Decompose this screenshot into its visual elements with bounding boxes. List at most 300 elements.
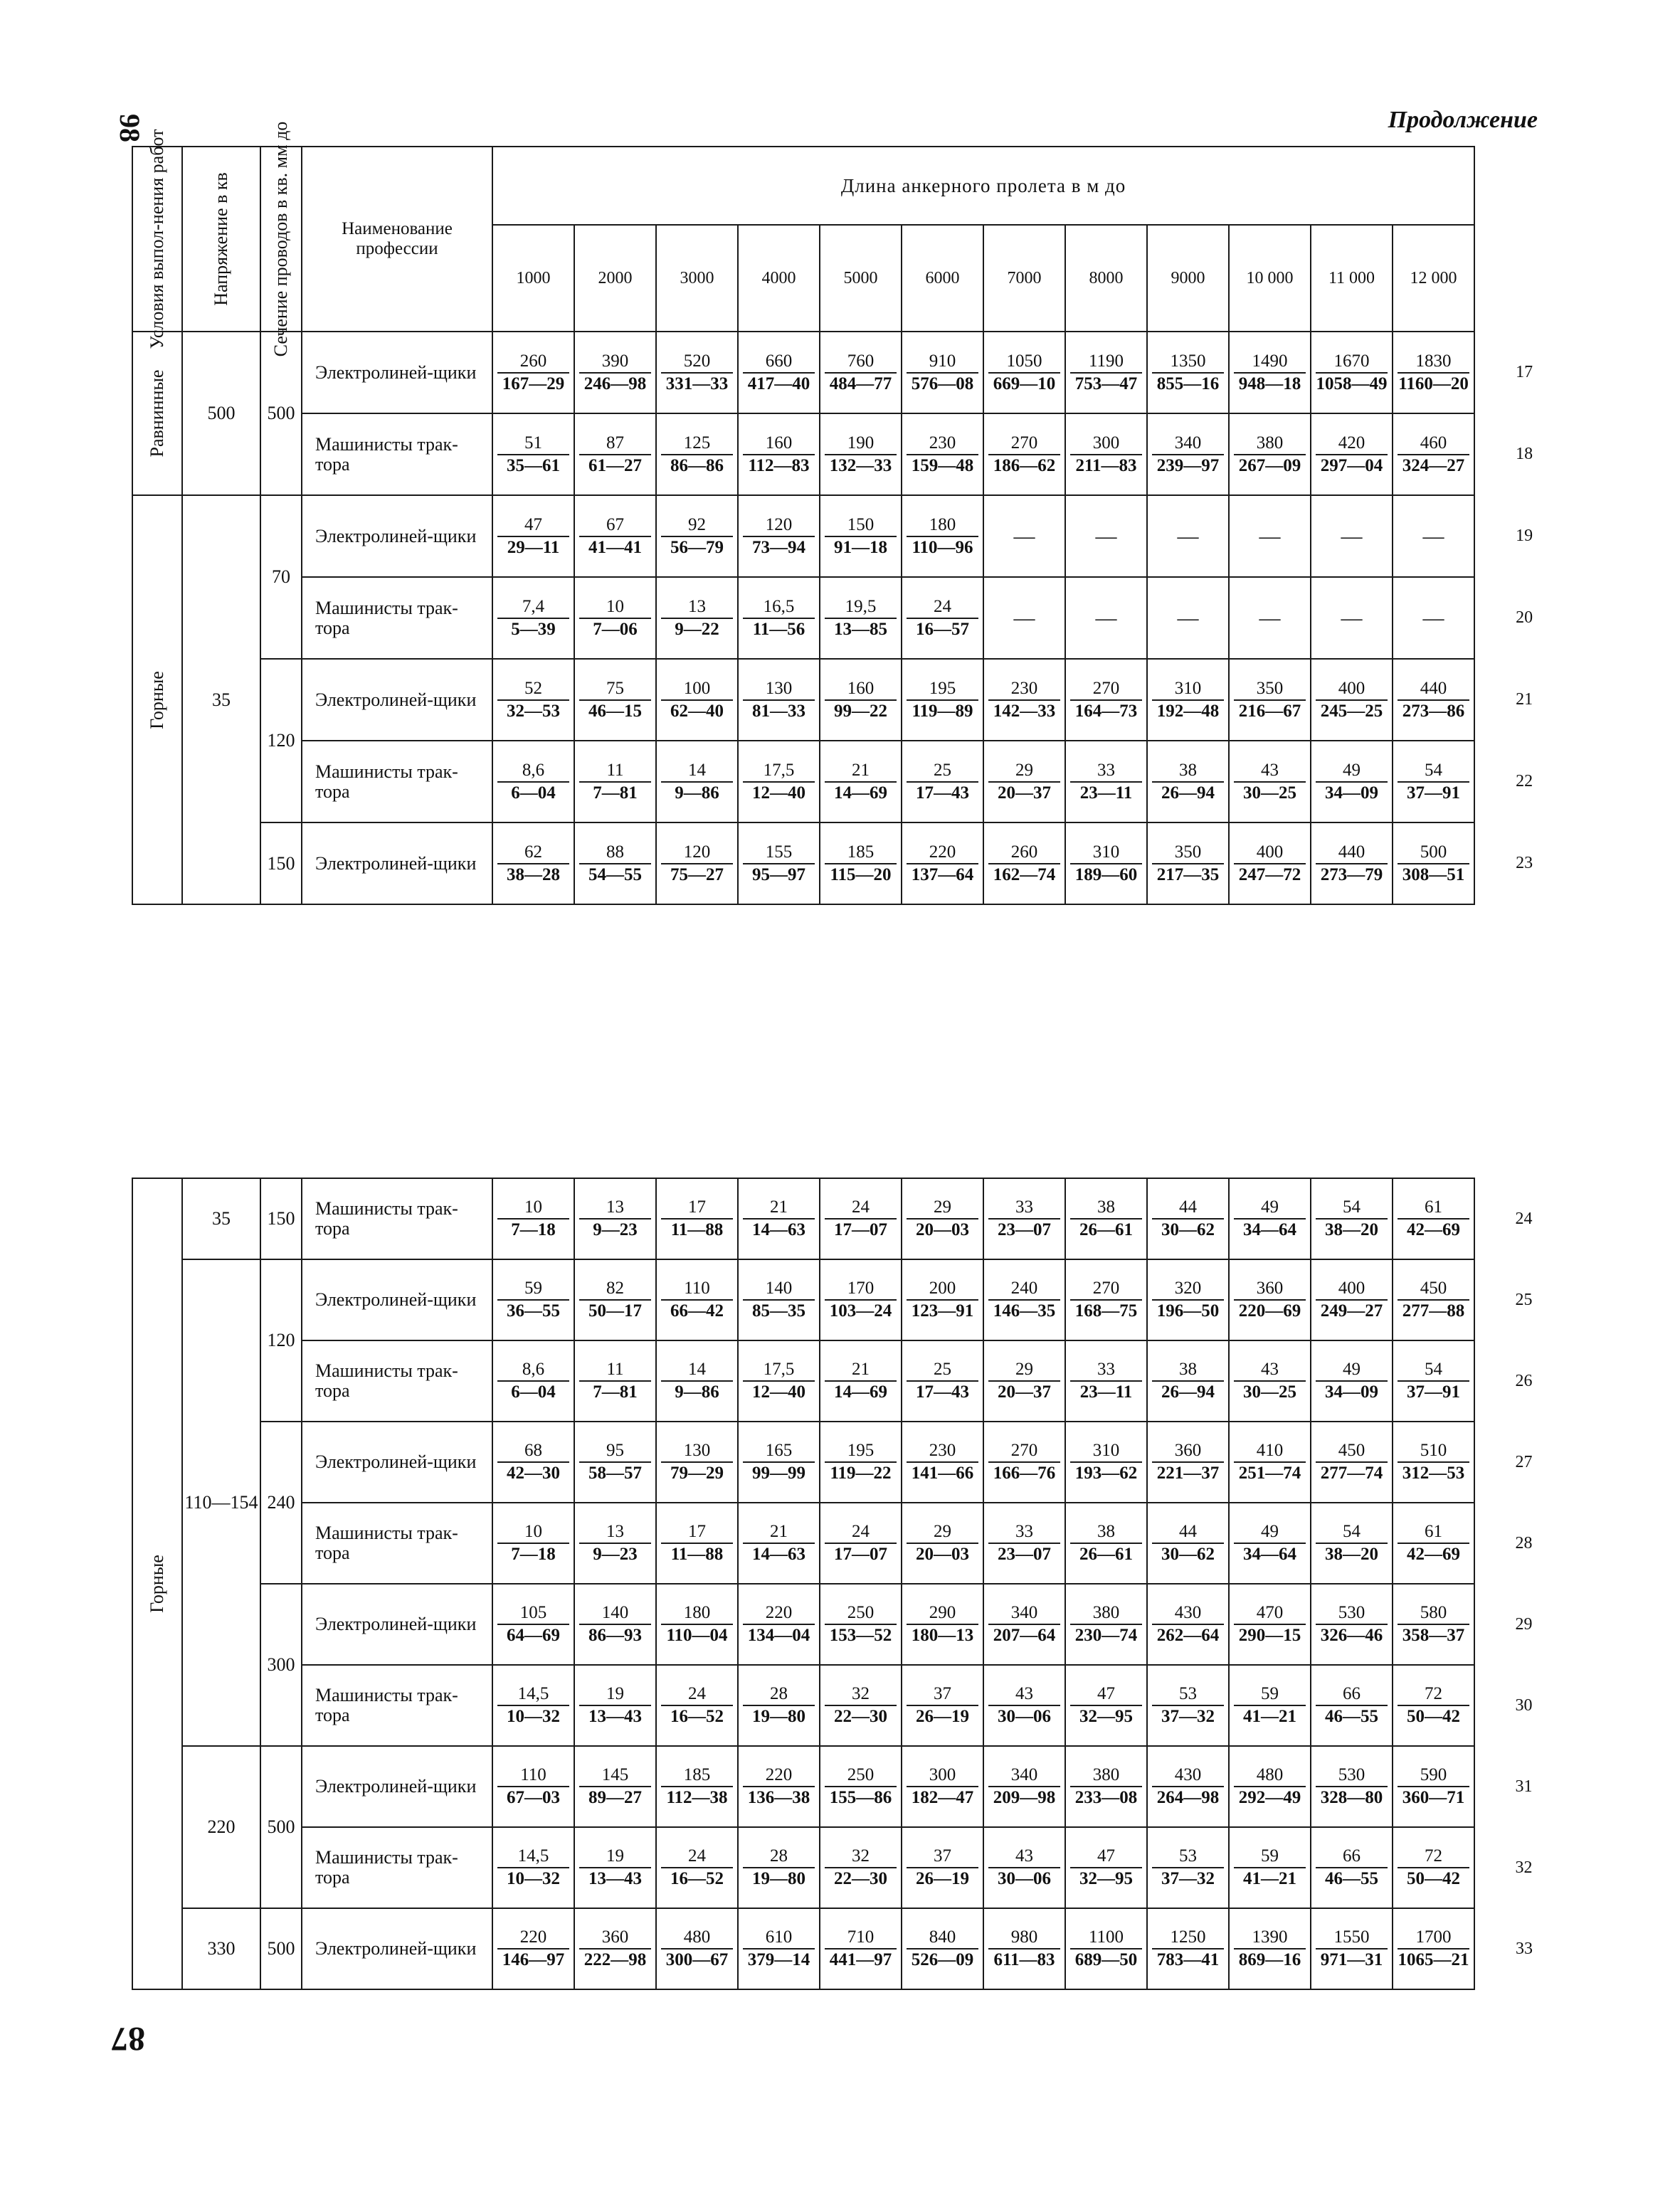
rate-cell: [820, 659, 902, 741]
rate-cell: [1229, 1665, 1311, 1746]
rate-cell: [738, 1827, 820, 1908]
rate-amount: 41—21: [1243, 1707, 1296, 1726]
rate-wage: 49: [1234, 1197, 1306, 1220]
rate-amount: 67—03: [507, 1788, 560, 1807]
rate-wage: 24: [825, 1521, 897, 1544]
rate-amount: 37—32: [1161, 1869, 1215, 1888]
rate-cell: [820, 1178, 902, 1259]
rate-wage: 95: [579, 1440, 651, 1463]
rate-cell: [902, 1340, 983, 1422]
rate-amount: 79—29: [670, 1464, 724, 1483]
header-length: 3000: [656, 225, 738, 332]
rate-wage: 21: [743, 1521, 815, 1544]
rate-wage: 8,6: [497, 760, 569, 783]
rate-amount: 159—48: [911, 455, 974, 475]
rate-cell: [1229, 1908, 1311, 1989]
rate-wage: 250: [825, 1765, 897, 1787]
rate-wage: 300: [1070, 433, 1142, 455]
rate-amount: 42—69: [1407, 1220, 1460, 1239]
rate-cell: [1311, 332, 1393, 413]
rate-amount: 38—20: [1325, 1220, 1378, 1239]
rate-amount: 328—80: [1320, 1788, 1383, 1807]
rate-wage: 54: [1398, 760, 1469, 783]
rate-amount: 297—04: [1320, 455, 1383, 475]
rate-wage: 530: [1316, 1765, 1388, 1787]
rate-wage: 1050: [988, 351, 1060, 374]
rate-amount: 9—23: [593, 1220, 638, 1239]
rate-wage: 480: [1234, 1765, 1306, 1787]
rate-cell: [656, 1340, 738, 1422]
rate-wage: 270: [1070, 678, 1142, 701]
rate-amount: 9—86: [675, 783, 719, 803]
profession-name: Машинисты трак-тора: [302, 1178, 492, 1259]
rate-amount: 89—27: [588, 1788, 642, 1807]
rate-cell: [1065, 1340, 1147, 1422]
rate-wage: 340: [1152, 433, 1224, 455]
rate-wage: 590: [1398, 1765, 1469, 1787]
rate-wage: 1670: [1316, 351, 1388, 374]
rate-wage: 49: [1316, 1359, 1388, 1382]
rate-amount: 26—94: [1161, 783, 1215, 803]
row-number: 20: [1516, 608, 1533, 627]
rate-cell: [1065, 822, 1147, 904]
rate-cell: [1229, 741, 1311, 822]
rate-amount: 110—96: [912, 537, 973, 557]
condition-label: [132, 1178, 182, 1989]
rate-amount: 29—11: [507, 537, 560, 557]
table-row: [132, 577, 1573, 659]
empty-dash-cell: —: [1393, 577, 1474, 659]
rate-wage: 110: [497, 1765, 569, 1787]
rate-amount: 34—64: [1243, 1545, 1296, 1564]
rate-cell: [738, 1746, 820, 1827]
rate-amount: 14—63: [752, 1545, 805, 1564]
rate-cell: [1393, 741, 1474, 822]
header-length: 8000: [1065, 225, 1147, 332]
rate-wage: 14: [661, 760, 733, 783]
rate-amount: 267—09: [1238, 455, 1301, 475]
continuation-label: Продолжение: [1388, 107, 1538, 133]
rate-wage: 220: [907, 842, 978, 864]
rate-amount: 37—32: [1161, 1707, 1215, 1726]
table-row: [132, 332, 1573, 413]
rate-amount: 526—09: [911, 1950, 974, 1969]
rate-wage: 660: [743, 351, 815, 374]
table-row: [132, 495, 1573, 577]
rate-amount: 50—42: [1407, 1869, 1460, 1888]
rate-cell: [1229, 332, 1311, 413]
rate-cell: [1229, 1584, 1311, 1665]
rate-amount: 783—41: [1156, 1950, 1220, 1969]
rate-amount: 26—19: [916, 1869, 969, 1888]
rate-amount: 182—47: [911, 1788, 974, 1807]
rate-amount: 207—64: [993, 1626, 1056, 1645]
row-number: 31: [1515, 1777, 1533, 1796]
rate-cell: [656, 1503, 738, 1584]
rate-cell: [1065, 1584, 1147, 1665]
rate-amount: 326—46: [1320, 1626, 1383, 1645]
rate-cell: [738, 1259, 820, 1340]
rate-amount: 146—35: [993, 1301, 1056, 1321]
rate-cell: [820, 495, 902, 577]
rate-wage: 460: [1398, 433, 1469, 455]
voltage-value: 35: [182, 495, 260, 904]
section-value: 500: [260, 1908, 302, 1989]
rate-amount: 1160—20: [1398, 374, 1469, 393]
empty-dash-cell: —: [983, 577, 1065, 659]
rate-wage: 43: [1234, 1359, 1306, 1382]
rate-amount: 441—97: [829, 1950, 892, 1969]
rate-cell: [1065, 741, 1147, 822]
empty-dash-cell: —: [1147, 577, 1229, 659]
rate-amount: 20—03: [916, 1545, 969, 1564]
rate-amount: 37—91: [1407, 783, 1461, 803]
rate-cell: [1311, 1665, 1393, 1746]
rate-amount: 115—20: [830, 864, 892, 884]
rate-cell: [1229, 1259, 1311, 1340]
rate-cell: [1147, 332, 1229, 413]
rate-wage: 52: [497, 678, 569, 701]
rate-amount: 16—52: [670, 1869, 724, 1888]
table-row: [132, 1584, 1573, 1665]
rate-cell: [820, 332, 902, 413]
rate-amount: 112—83: [748, 455, 810, 475]
table-row: [132, 822, 1573, 904]
rate-amount: 20—03: [916, 1220, 969, 1239]
rate-amount: 1065—21: [1398, 1950, 1469, 1969]
rate-cell: [1147, 1665, 1229, 1746]
rate-cell: [820, 822, 902, 904]
rate-wage: 710: [825, 1927, 897, 1949]
rate-wage: 59: [497, 1278, 569, 1301]
profession-name: Электролиней-щики: [302, 1259, 492, 1340]
rate-wage: 180: [907, 514, 978, 537]
rate-cell: [656, 1178, 738, 1259]
rate-cell: [1311, 1746, 1393, 1827]
rate-wage: 54: [1398, 1359, 1469, 1382]
rate-wage: 165: [743, 1440, 815, 1463]
rate-cell: [1065, 1908, 1147, 1989]
voltage-value: 110—154: [182, 1259, 260, 1746]
rate-cell: [656, 332, 738, 413]
rate-amount: 166—76: [993, 1464, 1056, 1483]
rate-cell: [1147, 659, 1229, 741]
rate-cell: [1147, 413, 1229, 495]
rate-cell: [1229, 1178, 1311, 1259]
rate-cell: [574, 1340, 656, 1422]
rate-wage: 470: [1234, 1602, 1306, 1625]
rate-wage: 33: [1070, 760, 1142, 783]
rate-cell: [738, 1178, 820, 1259]
rate-cell: [656, 495, 738, 577]
rate-amount: 417—40: [747, 374, 810, 393]
rate-wage: 53: [1152, 1683, 1224, 1706]
rate-cell: [574, 1584, 656, 1665]
row-number: 25: [1515, 1290, 1533, 1309]
rate-wage: 185: [661, 1765, 733, 1787]
rate-amount: 14—63: [752, 1220, 805, 1239]
rate-cell: [656, 822, 738, 904]
condition-label-text: Горные: [147, 1555, 167, 1613]
rate-amount: 41—21: [1243, 1869, 1296, 1888]
rate-cell: [492, 1827, 574, 1908]
rate-wage: 105: [497, 1602, 569, 1625]
rate-wage: 145: [579, 1765, 651, 1787]
rate-wage: 25: [907, 1359, 978, 1382]
rate-cell: [492, 1178, 574, 1259]
page-number-bottom: 87: [111, 2020, 145, 2058]
rate-wage: 320: [1152, 1278, 1224, 1301]
rate-cell: [1311, 822, 1393, 904]
rate-cell: [492, 1584, 574, 1665]
rate-cell: [492, 822, 574, 904]
rate-amount: 23—11: [1079, 1382, 1133, 1402]
rate-cell: [574, 741, 656, 822]
rate-wage: 440: [1398, 678, 1469, 701]
rate-cell: [820, 1503, 902, 1584]
rate-amount: 277—88: [1402, 1301, 1465, 1321]
header-section: [260, 121, 302, 357]
rate-amount: 216—67: [1238, 701, 1301, 721]
rate-wage: 19: [579, 1846, 651, 1868]
rate-wage: 13: [579, 1197, 651, 1220]
empty-dash-cell: —: [1229, 495, 1311, 577]
rate-amount: 17—43: [916, 1382, 969, 1402]
rate-amount: 11—88: [670, 1220, 724, 1239]
rate-amount: 262—64: [1156, 1626, 1220, 1645]
rate-wage: 440: [1316, 842, 1388, 864]
rate-wage: 47: [497, 514, 569, 537]
rate-wage: 38: [1152, 1359, 1224, 1382]
rate-wage: 360: [579, 1927, 651, 1949]
rate-cell: [656, 1746, 738, 1827]
rate-cell: [738, 741, 820, 822]
profession-name: Электролиней-щики: [302, 659, 492, 741]
rate-cell: [1229, 659, 1311, 741]
table-row: [132, 413, 1573, 495]
rate-amount: 46—15: [588, 701, 642, 721]
rate-cell: [983, 1908, 1065, 1989]
header-conditions: [132, 129, 182, 349]
rate-amount: 50—17: [588, 1301, 642, 1321]
section-value: 70: [260, 495, 302, 659]
rate-amount: 10—32: [507, 1869, 560, 1888]
header-blank: [1474, 147, 1573, 332]
header-length: 10 000: [1229, 225, 1311, 332]
rate-wage: 32: [825, 1683, 897, 1706]
rate-wage: 49: [1234, 1521, 1306, 1544]
rate-cell: [1147, 1259, 1229, 1340]
rate-wage: 220: [743, 1765, 815, 1787]
rate-cell: [492, 1908, 574, 1989]
rate-wage: 530: [1316, 1602, 1388, 1625]
rate-cell: [820, 1340, 902, 1422]
rate-wage: 580: [1398, 1602, 1469, 1625]
rate-amount: 292—49: [1238, 1788, 1301, 1807]
rate-cell: [492, 741, 574, 822]
rate-amount: 196—50: [1156, 1301, 1220, 1321]
condition-label-text: Равнинные: [147, 369, 167, 457]
rate-cell: [1393, 822, 1474, 904]
rate-wage: 72: [1398, 1846, 1469, 1868]
rate-wage: 130: [743, 678, 815, 701]
rate-amount: 273—79: [1320, 864, 1383, 884]
rate-cell: [902, 1259, 983, 1340]
rate-wage: 51: [497, 433, 569, 455]
rate-amount: 34—64: [1243, 1220, 1296, 1239]
rate-wage: 59: [1234, 1846, 1306, 1868]
rate-wage: 21: [825, 1359, 897, 1382]
rate-cell: [983, 1665, 1065, 1746]
rate-cell: [1147, 1178, 1229, 1259]
empty-dash-cell: —: [1229, 577, 1311, 659]
rate-wage: 29: [988, 1359, 1060, 1382]
rate-cell: [574, 659, 656, 741]
rate-cell: [902, 1422, 983, 1503]
rate-wage: 88: [579, 842, 651, 864]
rate-cell: [492, 1340, 574, 1422]
rate-amount: 10—32: [507, 1707, 560, 1726]
rate-wage: 24: [825, 1197, 897, 1220]
row-number: 23: [1516, 854, 1533, 872]
rate-cell: [492, 1422, 574, 1503]
rate-amount: 230—74: [1074, 1626, 1138, 1645]
page-number-top: 98: [114, 114, 146, 142]
rate-wage: 62: [497, 842, 569, 864]
rate-amount: 611—83: [993, 1950, 1055, 1969]
rate-cell: [1311, 1827, 1393, 1908]
rate-amount: 36—55: [507, 1301, 560, 1321]
rate-wage: 380: [1070, 1765, 1142, 1787]
header-length: 1000: [492, 225, 574, 332]
rate-cell: [983, 1827, 1065, 1908]
voltage-value: 220: [182, 1746, 260, 1908]
rate-cell: [983, 332, 1065, 413]
rate-wage: 44: [1152, 1197, 1224, 1220]
row-number: 26: [1515, 1371, 1533, 1390]
rate-cell: [1393, 659, 1474, 741]
rate-amount: 9—22: [675, 619, 719, 639]
rate-wage: 1550: [1316, 1927, 1388, 1949]
rate-amount: 6—04: [511, 1382, 556, 1402]
rate-amount: 20—37: [998, 1382, 1051, 1402]
rate-amount: 300—67: [665, 1950, 729, 1969]
rate-wage: 125: [661, 433, 733, 455]
rate-wage: 19,5: [825, 596, 897, 619]
rate-amount: 62—40: [670, 701, 724, 721]
rate-cell: [656, 577, 738, 659]
rate-amount: 7—06: [593, 619, 638, 639]
rate-cell: [1311, 659, 1393, 741]
rate-amount: 26—61: [1079, 1220, 1133, 1239]
table-row: [132, 1340, 1573, 1422]
rate-amount: 95—97: [752, 864, 805, 884]
rate-wage: 840: [907, 1927, 978, 1949]
rate-amount: 20—37: [998, 783, 1051, 803]
rate-wage: 66: [1316, 1683, 1388, 1706]
rate-amount: 14—69: [834, 783, 887, 803]
rate-wage: 13: [579, 1521, 651, 1544]
rate-wage: 1350: [1152, 351, 1224, 374]
rate-cell: [902, 1908, 983, 1989]
rate-wage: 17,5: [743, 1359, 815, 1382]
rate-amount: 209—98: [993, 1788, 1056, 1807]
rate-wage: 250: [825, 1602, 897, 1625]
rate-amount: 7—18: [511, 1545, 556, 1564]
rate-cell: [738, 332, 820, 413]
condition-label: [132, 332, 182, 495]
rate-wage: 21: [743, 1197, 815, 1220]
rate-amount: 7—18: [511, 1220, 556, 1239]
rate-cell: [656, 1259, 738, 1340]
rate-wage: 10: [497, 1521, 569, 1544]
profession-name: Электролиней-щики: [302, 495, 492, 577]
rate-wage: 37: [907, 1846, 978, 1868]
rate-cell: [902, 332, 983, 413]
rate-amount: 30—06: [998, 1869, 1051, 1888]
header-length: 11 000: [1311, 225, 1393, 332]
rate-cell: [1065, 1178, 1147, 1259]
rate-cell: [1393, 1827, 1474, 1908]
rate-amount: 75—27: [670, 864, 724, 884]
header-conditions-text: Условия выпол-нения работ: [147, 129, 167, 349]
profession-name: Машинисты трак-тора: [302, 577, 492, 659]
rate-amount: 112—38: [666, 1788, 728, 1807]
rate-cell: [1311, 1178, 1393, 1259]
rate-amount: 855—16: [1156, 374, 1220, 393]
rate-wage: 24: [661, 1846, 733, 1868]
rate-amount: 37—91: [1407, 1382, 1460, 1402]
rate-wage: 450: [1398, 1278, 1469, 1301]
rate-cell: [1393, 1665, 1474, 1746]
rate-amount: 312—53: [1402, 1464, 1465, 1483]
rate-wage: 230: [907, 433, 978, 455]
rate-amount: 42—69: [1407, 1545, 1460, 1564]
rate-cell: [902, 822, 983, 904]
rate-amount: 379—14: [747, 1950, 810, 1969]
header-length: 12 000: [1393, 225, 1474, 332]
empty-dash-cell: —: [1065, 495, 1147, 577]
rate-cell: [574, 1908, 656, 1989]
rate-cell: [656, 1665, 738, 1746]
empty-dash-cell: —: [1147, 495, 1229, 577]
profession-name: Машинисты трак-тора: [302, 741, 492, 822]
rate-cell: [574, 577, 656, 659]
rate-wage: 28: [743, 1683, 815, 1706]
rate-wage: 19: [579, 1683, 651, 1706]
rate-wage: 82: [579, 1278, 651, 1301]
rate-wage: 360: [1152, 1440, 1224, 1463]
rate-cell: [1065, 1746, 1147, 1827]
rate-wage: 21: [825, 760, 897, 783]
header-row: [132, 147, 1573, 225]
rate-cell: [902, 1503, 983, 1584]
rate-cell: [656, 413, 738, 495]
rate-wage: 310: [1152, 678, 1224, 701]
rate-wage: 87: [579, 433, 651, 455]
section-value: 120: [260, 659, 302, 822]
rate-wage: 910: [907, 351, 978, 374]
header-voltage-text: Напряжение в кв: [211, 172, 231, 306]
rate-cell: [983, 1746, 1065, 1827]
rate-wage: 54: [1316, 1521, 1388, 1544]
rate-wage: 240: [988, 1278, 1060, 1301]
rate-cell: [492, 659, 574, 741]
rate-wage: 140: [743, 1278, 815, 1301]
rate-amount: 324—27: [1402, 455, 1465, 475]
rate-amount: 222—98: [583, 1950, 647, 1969]
rate-wage: 61: [1398, 1197, 1469, 1220]
